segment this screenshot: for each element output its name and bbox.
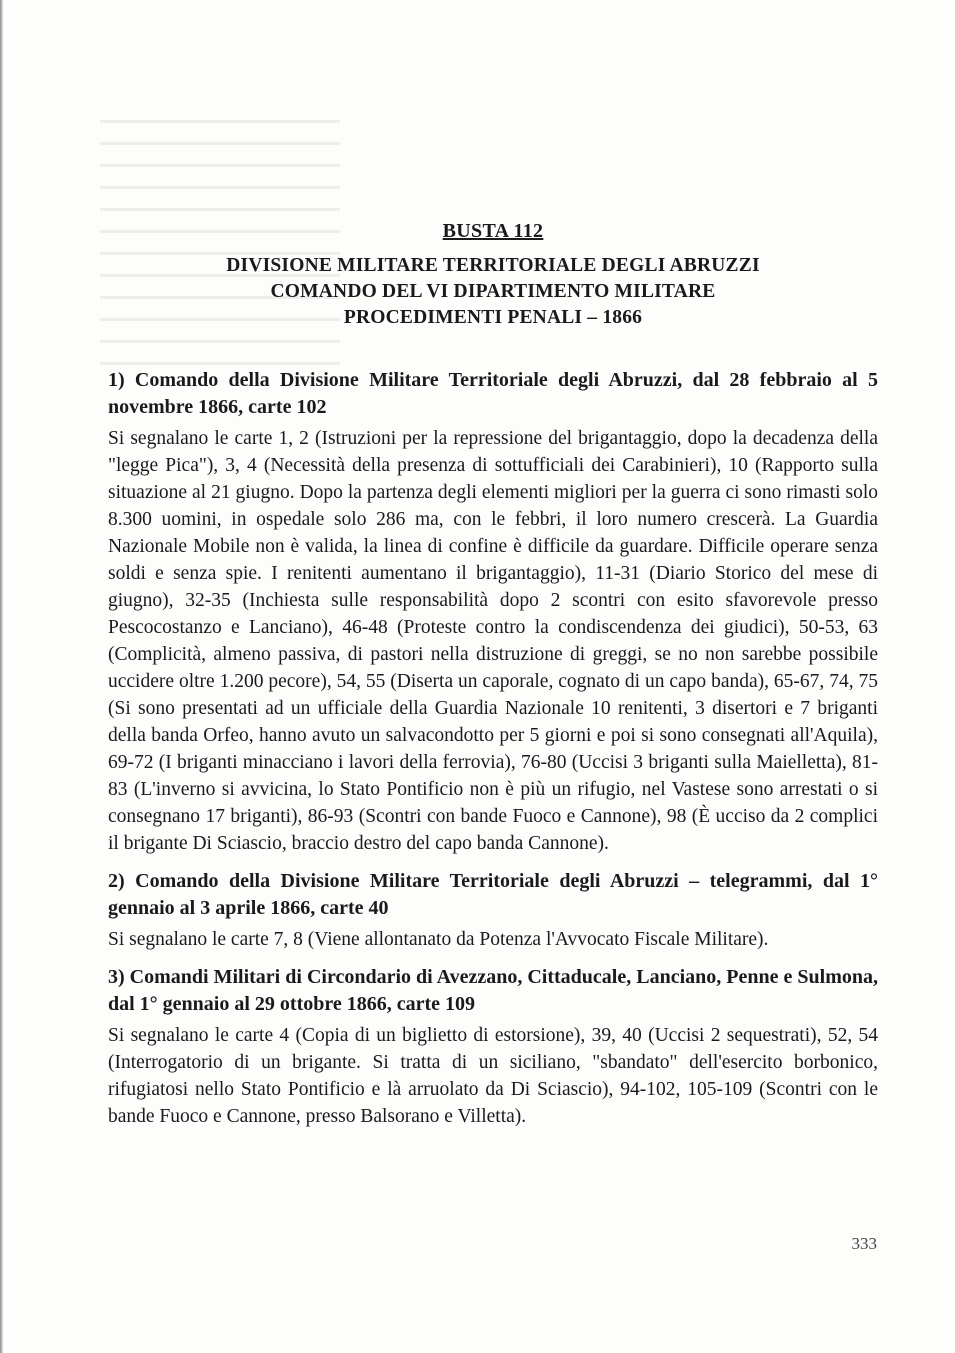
entry-title: 1) Comando della Divisione Militare Territoriale degli Abruzzi, dal 28 febbraio al 5 novembre 1866, carte 102: [108, 369, 878, 418]
scan-left-edge: [0, 0, 3, 1353]
entry-body: Si segnalano le carte 4 (Copia di un biglietto di estorsione), 39, 40 (Uccisi 2 sequestrati), 52, 54 (Interrogatorio di un brigante. Si tratta di un siciliano, "sbandato" dell'esercito borbonico, rifugiatosi nello Stato Pontificio e là arruolato da Di Sciascio), 94-102, 105-109 (Scontri con le bande Fuoco e Cannone, presso Balsorano e Villetta).: [108, 1025, 878, 1127]
entry-1: [108, 367, 878, 857]
entry-title: 2) Comando della Divisione Militare Territoriale degli Abruzzi – telegrammi, dal 1° gennaio al 3 aprile 1866, carte 40: [108, 870, 878, 919]
heading-line-1: DIVISIONE MILITARE TERRITORIALE DEGLI ABRUZZI: [226, 255, 760, 276]
entry-body: Si segnalano le carte 7, 8 (Viene allontanato da Potenza l'Avvocato Fiscale Militare).: [108, 929, 769, 950]
entries-list: [108, 367, 878, 1130]
heading-line-3: PROCEDIMENTI PENALI – 1866: [343, 307, 643, 328]
page-content: [108, 220, 878, 1141]
entry-title: 3) Comandi Militari di Circondario di Avezzano, Cittaducale, Lanciano, Penne e Sulmona, dal 1° gennaio al 29 ottobre 1866, carte 109: [108, 966, 878, 1015]
heading-line-2: COMANDO DEL VI DIPARTIMENTO MILITARE: [270, 281, 716, 302]
busta-title: BUSTA 112: [442, 220, 544, 242]
entry-body: Si segnalano le carte 1, 2 (Istruzioni per la repressione del brigantaggio, dopo la decadenza della "legge Pica"), 3, 4 (Necessità della presenza di sottufficiali dei Carabinieri), 10 (Rapporto sulla situazione al 21 giugno. Dopo la partenza degli elementi migliori per la guerra ci sono rimasti solo 8.300 uomini, in ospedale solo 286 ma, con le febbri, il loro numero crescerà. La Guardia Nazionale Mobile non è valida, la linea di confine è difficile da guardare. Difficile operare senza soldi e senza spie. I renitenti aumentano il brigantaggio), 11-31 (Diario Storico del mese di giugno), 32-35 (Inchiesta sulle responsabilità dopo 2 scontri con esito sfavorevole presso Pescocostanzo e Lanciano), 46-48 (Proteste contro la condiscendenza dei giudici), 50-53, 63 (Complicità, almeno passiva, di pastori nella distruzione di greggi, se no non sarebbe possibile uccidere oltre 1.200 pecore), 54, 55 (Diserta un caporale, cognato di un capo banda), 65-67, 74, 75 (Si sono presentati ad un ufficiale della Guardia Nazionale 10 renitenti, 3 disertori e 7 briganti della banda Orfeo, hanno avuto un salvacondotto per 5 giorni e poi si sono consegnati all'Aquila), 69-72 (I briganti minacciano i lavori della ferrovia), 76-80 (Uccisi 3 briganti sulla Maielletta), 81-83 (L'inverno si avvicina, lo Stato Pontificio non è più un rifugio, nel Vastese sono arrestati o si consegnano 17 briganti), 86-93 (Scontri con bande Fuoco e Cannone), 98 (È ucciso da 2 complici il brigante Di Sciascio, braccio destro del capo banda Cannone).: [108, 428, 878, 854]
entry-3: [108, 964, 878, 1130]
page-number: 333: [851, 1234, 877, 1253]
entry-2: [108, 868, 878, 953]
